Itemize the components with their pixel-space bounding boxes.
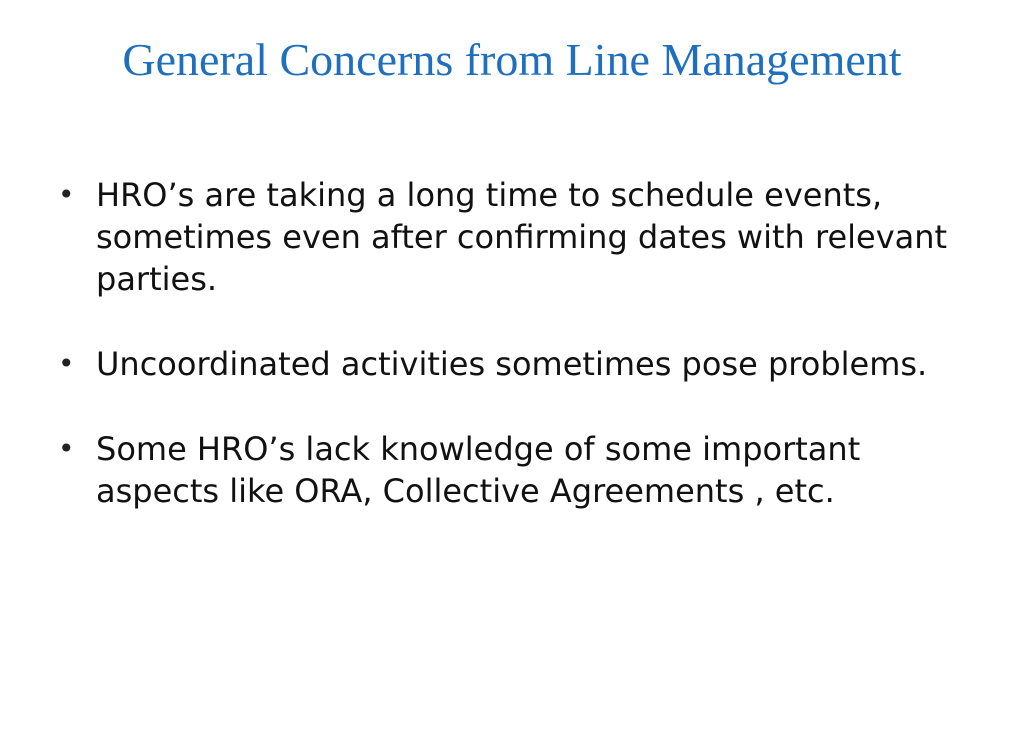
bullet-text: HRO’s are taking a long time to schedule events, sometimes even after confirming dates with relevant parties. (96, 176, 948, 298)
bullet-list (58, 174, 978, 555)
bullet-item (58, 428, 978, 512)
bullet-icon: • (58, 347, 75, 380)
slide-title: General Concerns from Line Management (122, 34, 902, 85)
bullet-icon: • (58, 178, 75, 211)
bullet-text: Uncoordinated activities sometimes pose problems. (96, 345, 928, 383)
bullet-text: Some HRO’s lack knowledge of some important aspects like ORA, Collective Agreements , etc. (96, 430, 861, 510)
bullet-item (58, 343, 978, 385)
bullet-icon: • (58, 432, 75, 465)
bullet-item (58, 174, 978, 300)
